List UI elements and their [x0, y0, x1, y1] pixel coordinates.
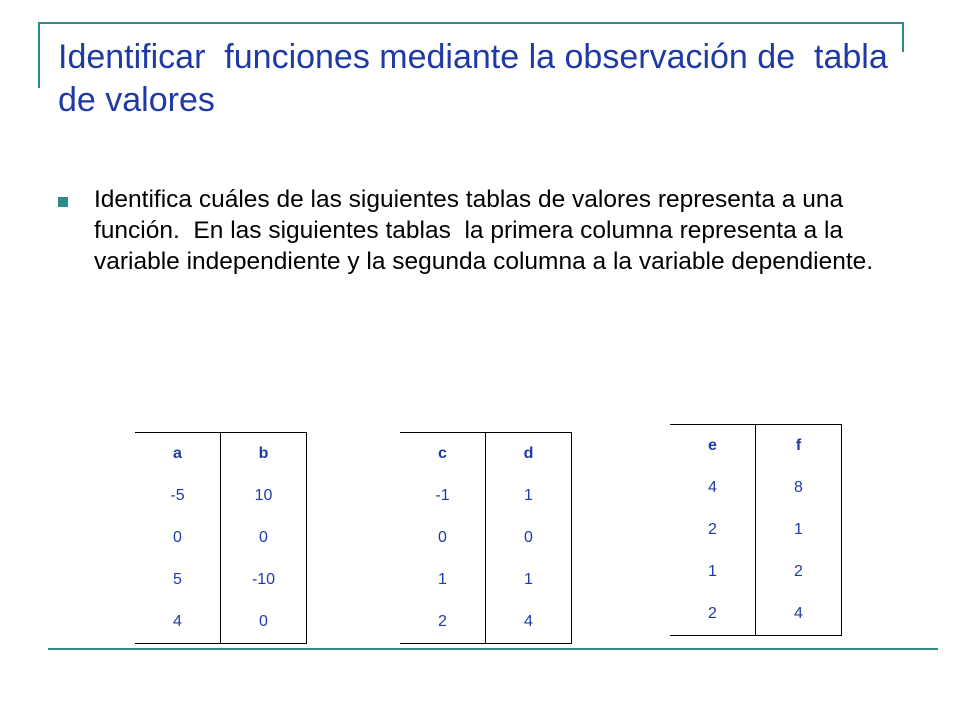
table-header-cell: f [756, 425, 842, 468]
table-header-cell: c [400, 433, 486, 476]
frame-right-line [902, 22, 904, 52]
table-row [670, 467, 842, 509]
table-cell: -10 [221, 559, 307, 601]
table-row [670, 509, 842, 551]
table-cell: 2 [708, 521, 717, 538]
table-cell: 0 [221, 601, 307, 644]
table-cell: 1 [438, 571, 447, 588]
frame-left-line [38, 22, 40, 88]
table-cell: 10 [221, 475, 307, 517]
table-cell: 2 [670, 593, 756, 636]
table-header-cell: b [221, 433, 307, 476]
table-header-row [135, 433, 307, 476]
table-row [400, 559, 572, 601]
table-cell: 1 [486, 475, 572, 517]
table-cell: 4 [708, 479, 717, 496]
table-header-cell: a [135, 433, 221, 476]
table-cell: 0 [486, 517, 572, 559]
table-cell: 4 [486, 601, 572, 644]
slide-title: Identificar funciones mediante la observación de tabla de valores [58, 38, 898, 119]
values-table-ab [135, 432, 307, 644]
table-cell: 0 [173, 529, 182, 546]
table-row [670, 593, 842, 636]
bullet-item [58, 184, 898, 277]
table-cell: 4 [756, 593, 842, 636]
table-cell: 2 [756, 551, 842, 593]
values-table-ef [670, 424, 842, 636]
bullet-text: Identifica cuáles de las siguientes tablas de valores representa a una función. En las siguientes tablas la primera columna representa a la variable independiente y la segunda columna a la variable dependiente. [94, 186, 874, 275]
table-header-row [400, 433, 572, 476]
table-row [135, 601, 307, 644]
table-cell: -1 [435, 487, 450, 504]
table-header-cell: d [486, 433, 572, 476]
table-row [400, 601, 572, 644]
table-header-row [670, 425, 842, 468]
table-row [400, 517, 572, 559]
table-row [135, 559, 307, 601]
table-cell: -5 [170, 487, 185, 504]
table-cell: 1 [708, 563, 717, 580]
table-cell: 2 [400, 601, 486, 644]
table-cell: 0 [438, 529, 447, 546]
table-row [670, 551, 842, 593]
table-cell: 1 [756, 509, 842, 551]
table-cell: 4 [135, 601, 221, 644]
table-cell: 8 [756, 467, 842, 509]
table-row [135, 475, 307, 517]
table-header-cell: e [670, 425, 756, 468]
table-row [135, 517, 307, 559]
table-cell: 5 [173, 571, 182, 588]
table-row [400, 475, 572, 517]
frame-bottom-line [48, 648, 938, 650]
table-cell: 0 [221, 517, 307, 559]
frame-top-line [38, 22, 904, 24]
values-table-cd [400, 432, 572, 644]
table-cell: 1 [486, 559, 572, 601]
square-bullet-icon [58, 197, 68, 207]
